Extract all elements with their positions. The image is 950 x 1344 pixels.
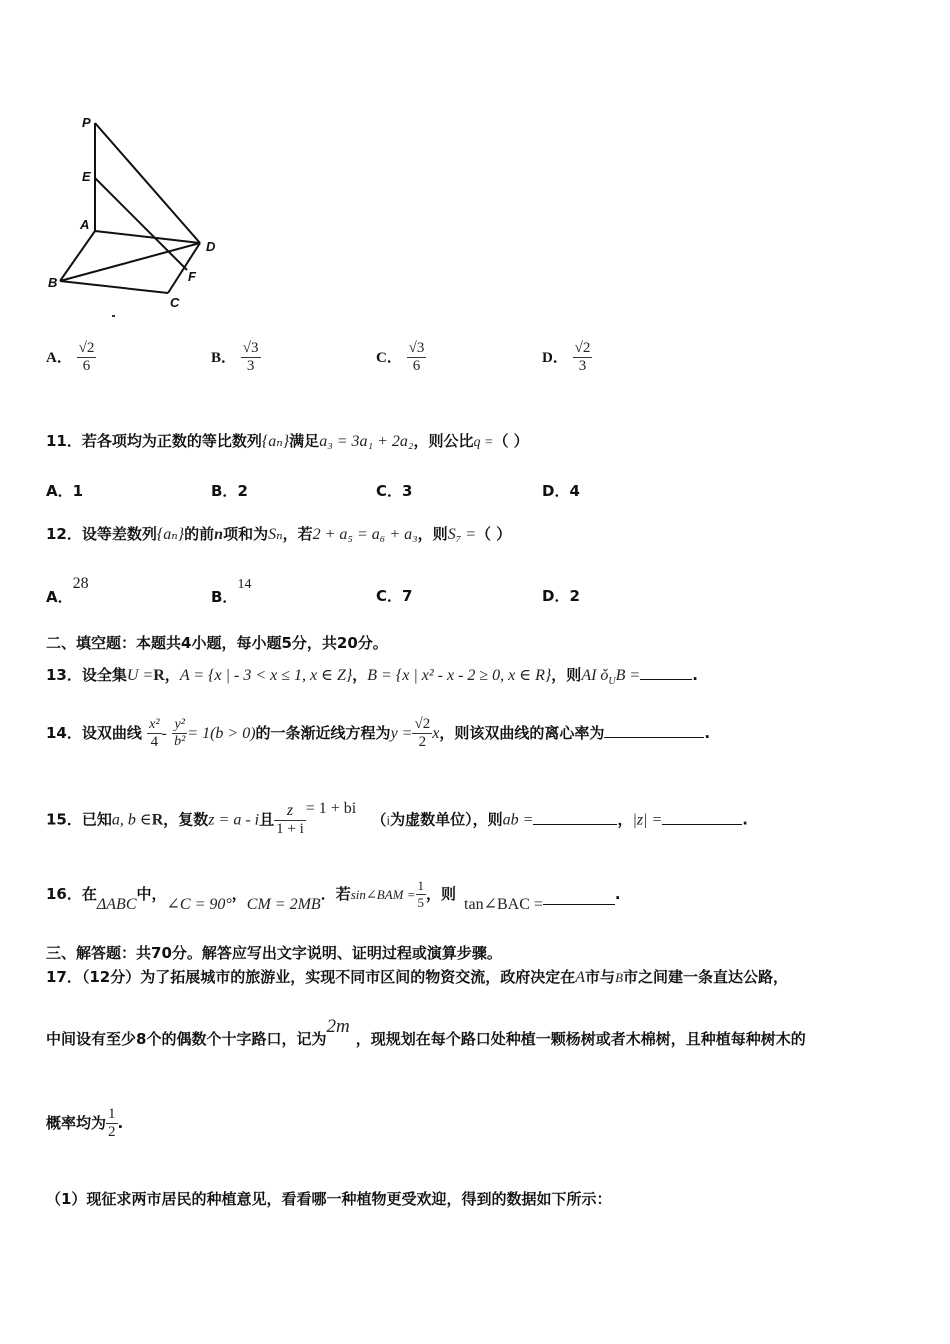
- label-f: F: [188, 269, 196, 284]
- option-fraction: $\frac{√3}{3}$: [242, 340, 259, 374]
- q11-option-a[interactable]: A．1: [46, 482, 84, 500]
- edge-ef: [95, 178, 187, 270]
- answer-blank[interactable]: [543, 890, 615, 905]
- q11-formula: a₃ = 3a₁ + 2a₂: [319, 433, 414, 450]
- answer-blank-absz[interactable]: [662, 810, 742, 825]
- q17-part-1: （1）现征求两市居民的种植意见，看看哪一种植物更受欢迎，得到的数据如下所示：: [46, 1190, 612, 1208]
- q10-option-b[interactable]: [211, 340, 261, 375]
- label-b: B: [48, 275, 58, 290]
- q12-stem: 12．设等差数列{aₙ}的前n项和为Sₙ，若2 + a₅ = a₆ + a₃，则S₇ =（ ）: [46, 525, 512, 543]
- q11-option-b[interactable]: B．2: [211, 482, 248, 500]
- geometry-figure: [40, 105, 240, 325]
- label-p: P: [82, 115, 91, 130]
- answer-blank[interactable]: [640, 665, 692, 680]
- answer-blank-ab[interactable]: [533, 810, 617, 825]
- q17-line-2: 中间设有至少8个的偶数个十字路口，记为2m，现规划在每个路口处种植一颗杨树或者木棉树，且种植每种树木的: [46, 1016, 806, 1048]
- q11-option-c[interactable]: C．3: [376, 482, 413, 500]
- q11-stem: 11．若各项均为正数的等比数列{aₙ}满足a₃ = 3a₁ + 2a₂，则公比q =（ ）: [46, 432, 529, 450]
- edge-bc: [60, 281, 168, 293]
- edge-pd: [95, 123, 200, 243]
- q10-option-c[interactable]: [376, 340, 426, 375]
- section-2-heading: 二、填空题：本题共4小题，每小题5分，共20分。: [46, 634, 388, 652]
- section-3-heading: 三、解答题：共70分。解答应写出文字说明、证明过程或演算步骤。: [46, 944, 502, 962]
- q17-line-3: 概率均为 $\frac{1}{2}$ .: [46, 1106, 124, 1140]
- figure-dot: [112, 315, 115, 317]
- label-c: C: [170, 295, 180, 310]
- q15-stem: 15．已知a, b ∈R，复数z = a - i且 $\frac{z}{1 + i}$ = 1 + bi （i为虚数单位），则ab = ，|z| = .: [46, 799, 748, 837]
- answer-blank[interactable]: [604, 723, 704, 738]
- option-fraction: $\frac{√2}{6}$: [78, 340, 95, 374]
- seq-a: {aₙ}: [156, 526, 185, 543]
- label-d: D: [206, 239, 216, 254]
- q12-formula: 2 + a₅ = a₆ + a₃: [312, 526, 418, 543]
- q12-option-a[interactable]: A．28: [46, 575, 89, 606]
- q12-option-d[interactable]: D．2: [542, 587, 580, 605]
- q11-q: q =: [473, 435, 494, 450]
- option-label: D．: [542, 350, 568, 366]
- q12-option-c[interactable]: C．7: [376, 587, 413, 605]
- label-e: E: [82, 169, 91, 184]
- option-fraction: $\frac{√2}{3}$: [574, 340, 591, 374]
- edge-ad: [95, 231, 200, 243]
- q12-option-b[interactable]: B．14: [211, 577, 252, 606]
- label-a: A: [80, 217, 90, 232]
- q14-stem: 14．设双曲线 $\frac{\text{x²}}{4}$ - $\frac{\text{y²}}{\text{b²}}$ = 1(b > 0)的一条渐近线方程为y = $\frac{√2}{2}$ x，则该双曲线的离心率为 .: [46, 716, 711, 750]
- seq-a: {aₙ}: [261, 433, 290, 450]
- option-fraction: $\frac{√3}{6}$: [408, 340, 425, 374]
- option-label: A．: [46, 350, 72, 366]
- q13-stem: 13．设全集U =R，A = {x | - 3 < x ≤ 1, x ∈ Z}，B = {x | x² - x - 2 ≥ 0, x ∈ R}，则AI $ǒ_UB$ = .: [46, 666, 698, 687]
- set-a: A = {x | - 3 < x ≤ 1, x ∈ Z}: [179, 667, 353, 684]
- q11-option-d[interactable]: D．4: [542, 482, 580, 500]
- q10-option-a[interactable]: [46, 340, 96, 375]
- set-b: B = {x | x² - x - 2 ≥ 0, x ∈ R}: [367, 667, 552, 684]
- q16-stem: 16．在ΔABC中，∠C = 90°，CM = 2MB．若sin∠BAM = $\frac{1}{5}$ ，则tan∠BAC =.: [46, 878, 621, 913]
- option-label: B．: [211, 350, 237, 366]
- q10-option-d[interactable]: [542, 340, 592, 375]
- q17-line-1: 17．（12分）为了拓展城市的旅游业，实现不同市区间的物资交流，政府决定在A市与B市之间建一条直达公路，: [46, 968, 789, 986]
- option-label: C．: [376, 350, 402, 366]
